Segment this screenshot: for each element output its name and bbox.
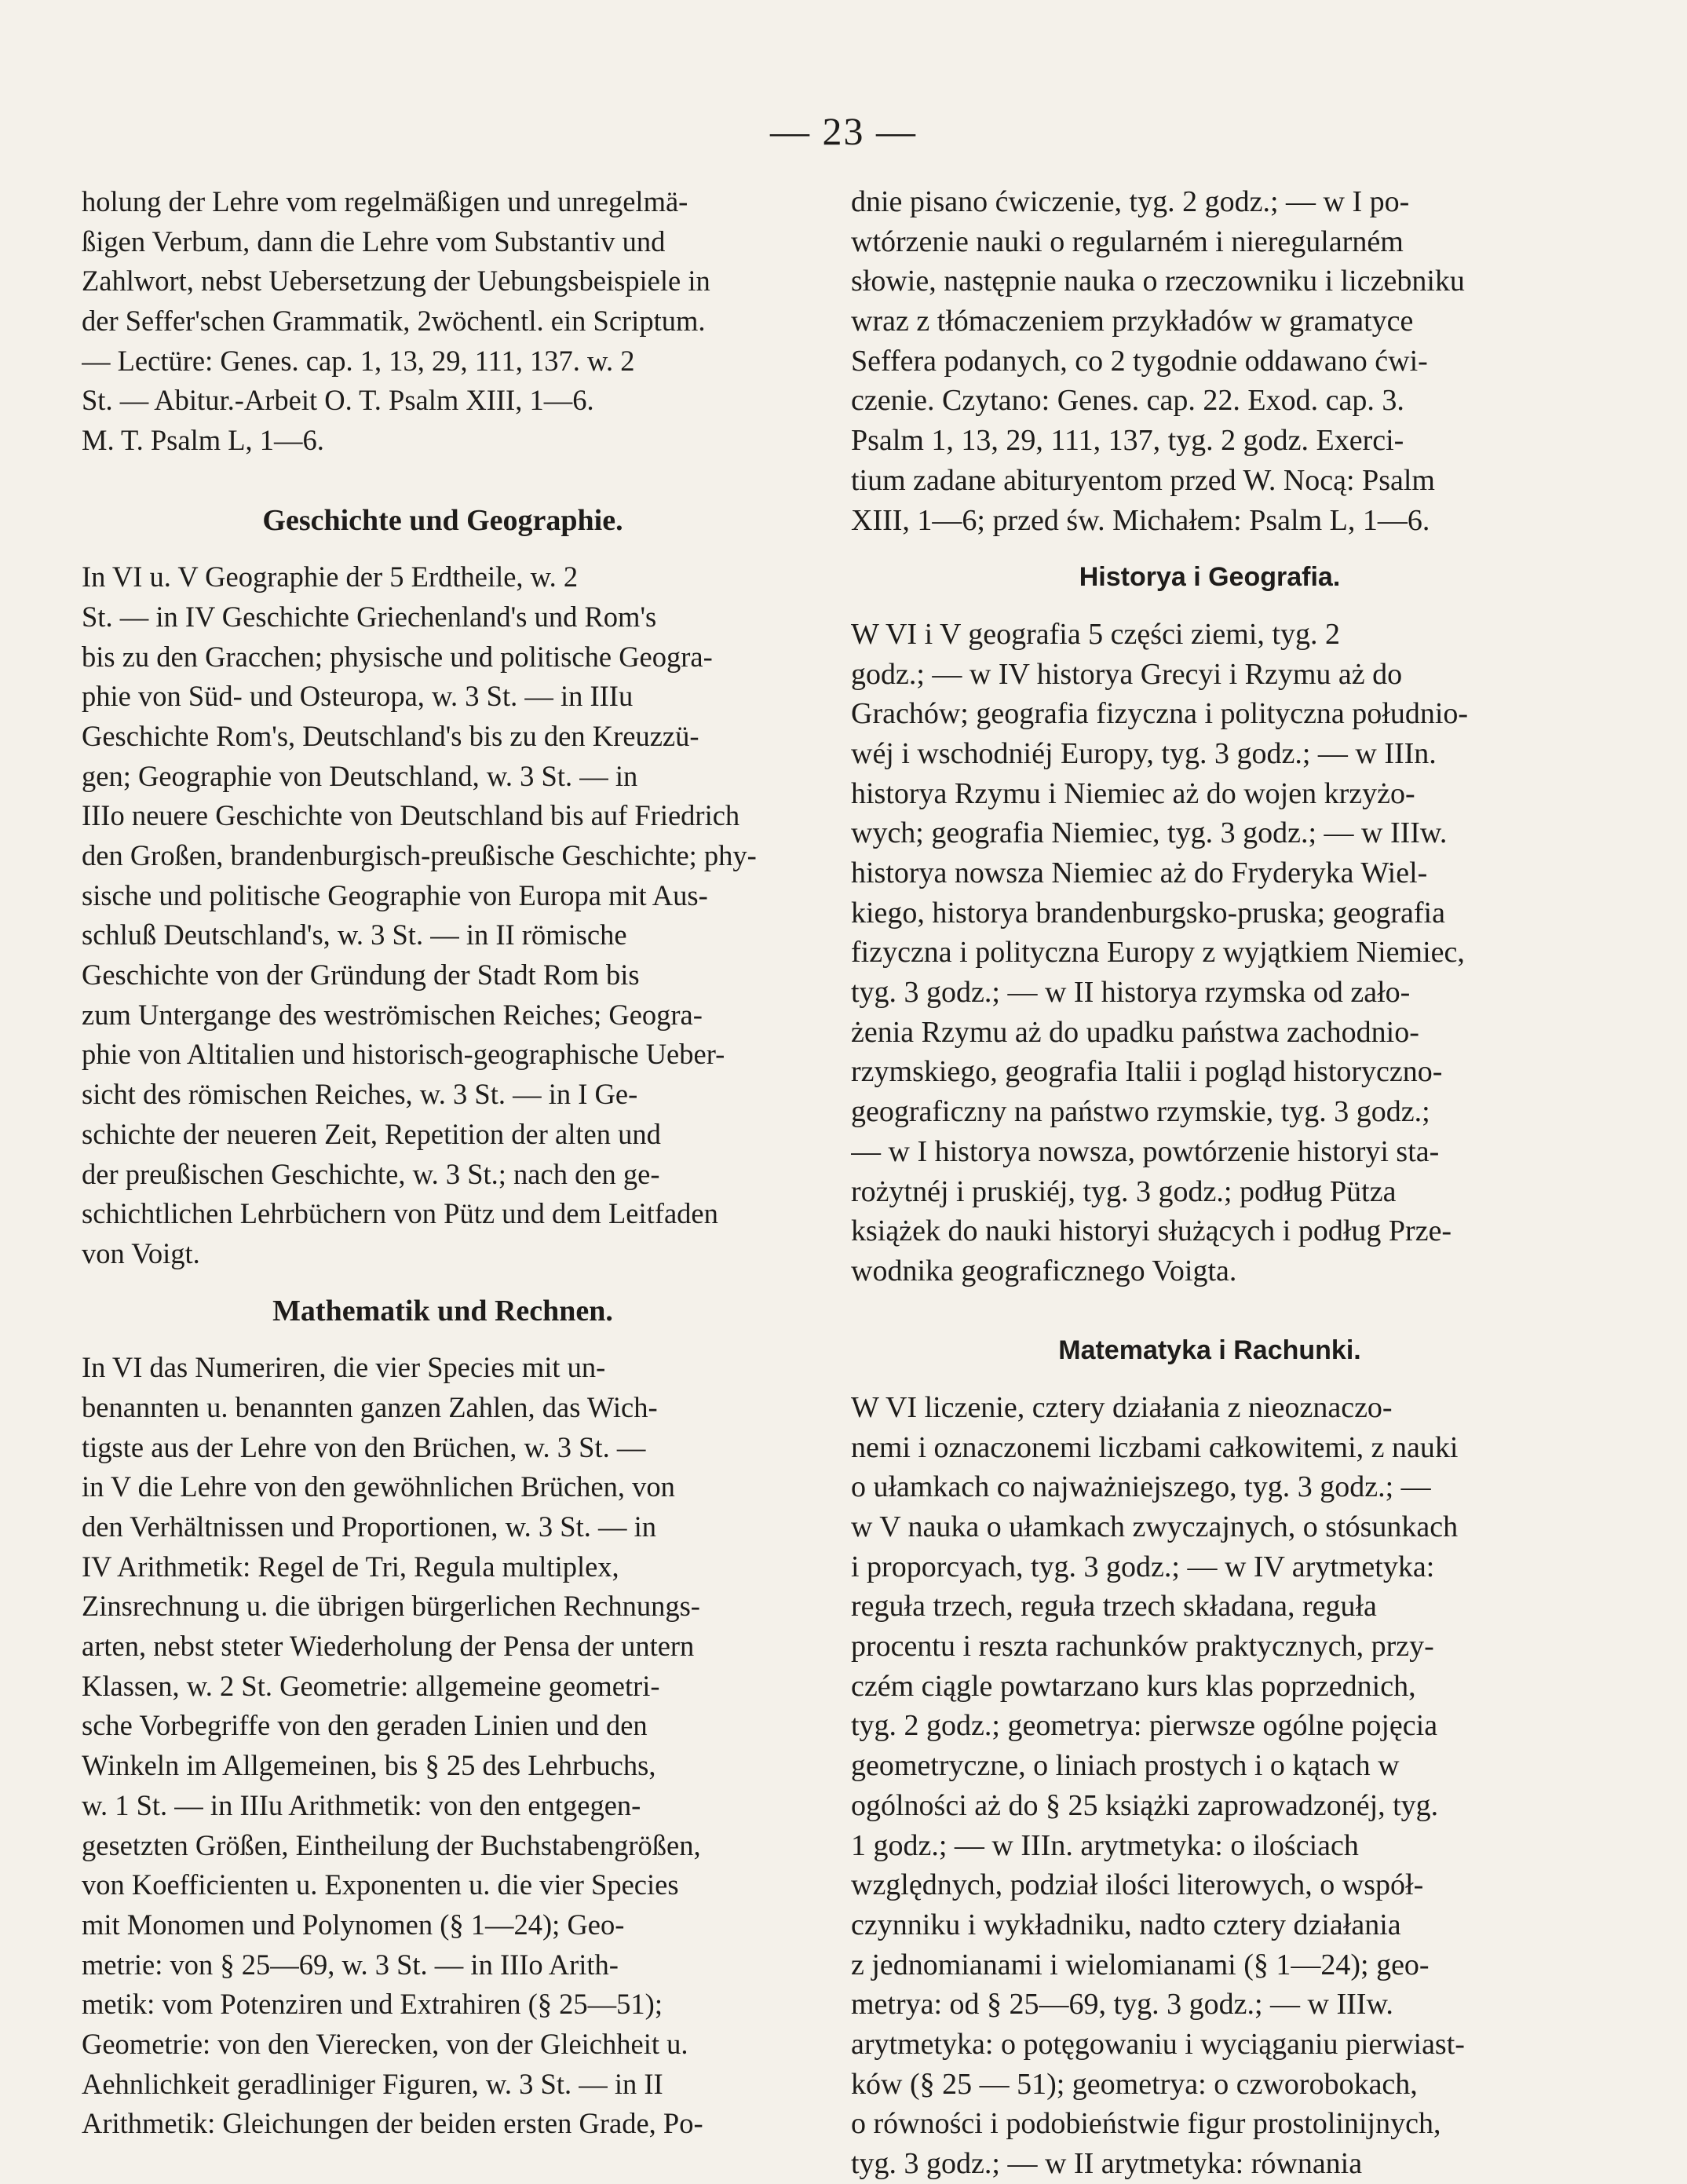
text-line: tyg. 3 godz.; — w II historya rzymska od zało- [851,976,1411,1010]
text-line: żenia Rzymu aż do upadku państwa zachodnio- [851,1015,1419,1049]
text-line: W VI i V geografia 5 części ziemi, tyg. 2 [851,617,1340,651]
text-line: der preußischen Geschichte, w. 3 St.; nach den ge- [82,1157,660,1190]
text-line: XIII, 1—6; przed św. Michałem: Psalm L, 1—6. [851,503,1430,537]
text-line: rożytnéj i pruskiéj, tyg. 3 godz.; podług Pütza [851,1174,1397,1208]
text-line: kiego, historya brandenburgsko-pruska; geografia [851,896,1445,929]
text-line: ogólności aż do § 25 książki zaprowadzonéj, tyg. [851,1788,1439,1822]
german-religion-paragraph [82,182,804,461]
text-line: — Lectüre: Genes. cap. 1, 13, 29, 111, 137. w. 2 [82,344,635,377]
text-line: nemi i oznaczonemi liczbami całkowitemi, z nauki [851,1430,1459,1464]
text-line: zum Untergange des weströmischen Reiches; Geogra- [82,998,703,1031]
polish-history-heading: Historya i Geografia. [1079,562,1341,593]
text-line: słowie, następnie nauka o rzeczowniku i liczebniku [851,265,1465,298]
text-line: o ułamkach co najważniejszego, tyg. 3 godz.; — [851,1470,1431,1504]
polish-math-heading: Matematyka i Rachunki. [1058,1335,1361,1366]
text-line: phie von Süd- und Osteuropa, w. 3 St. — in IIIu [82,680,634,713]
text-line: Zahlwort, nebst Uebersetzung der Uebungsbeispiele in [82,265,710,298]
german-history-paragraph [82,557,804,1273]
text-line: reguła trzech, reguła trzech składana, reguła [851,1590,1377,1623]
text-line: In VI das Numeriren, die vier Species mit un- [82,1351,606,1384]
text-line: z jednomianami i wielomianami (§ 1—24); geo- [851,1948,1430,1981]
text-line: von Voigt. [82,1236,200,1269]
text-line: rzymskiego, geografia Italii i pogląd historyczno- [851,1055,1443,1089]
text-line: czém ciągle powtarzano kurs klas poprzednich, [851,1669,1416,1703]
polish-religion-paragraph [851,182,1568,540]
text-line: godz.; — w IV historya Grecyi i Rzymu aż do [851,657,1403,691]
text-line: wéj i wschodniéj Europy, tyg. 3 godz.; — w IIIn. [851,736,1437,770]
text-line: wraz z tłómaczeniem przykładów w gramatyce [851,305,1414,338]
text-line: wodnika geograficznego Voigta. [851,1254,1237,1287]
text-line: arten, nebst steter Wiederholung der Pensa der untern [82,1630,695,1663]
text-line: sche Vorbegriffe von den geraden Linien und den [82,1709,648,1742]
text-line: procentu i reszta rachunków praktycznych, przy- [851,1630,1434,1664]
text-line: in V die Lehre von den gewöhnlichen Brüchen, von [82,1470,675,1503]
german-history-heading: Geschichte und Geographie. [262,503,623,537]
text-line: Grachów; geografia fizyczna i polityczna południo- [851,697,1469,731]
text-line: den Großen, brandenburgisch-preußische Geschichte; phy- [82,839,757,871]
text-line: Geschichte Rom's, Deutschland's bis zu den Kreuzzü- [82,719,699,752]
text-line: w. 1 St. — in IIIu Arithmetik: von den entgegen- [82,1788,641,1821]
text-line: Geometrie: von den Vierecken, von der Gleichheit u. [82,2027,688,2060]
text-line: schluß Deutschland's, w. 3 St. — in II römische [82,919,627,951]
text-line: Aehnlichkeit geradliniger Figuren, w. 3 St. — in II [82,2067,663,2100]
text-line: czenie. Czytano: Genes. cap. 22. Exod. cap. 3. [851,384,1404,418]
text-line: Klassen, w. 2 St. Geometrie: allgemeine geometri- [82,1669,660,1702]
text-line: o równości i podobieństwie figur prostolinijnych, [851,2107,1441,2141]
text-line: dnie pisano ćwiczenie, tyg. 2 godz.; — w I po- [851,185,1410,218]
german-math-heading: Mathematik und Rechnen. [272,1294,613,1328]
text-line: Zinsrechnung u. die übrigen bürgerlichen Rechnungs- [82,1590,700,1623]
text-line: In VI u. V Geographie der 5 Erdtheile, w. 2 [82,561,579,593]
text-line: gen; Geographie von Deutschland, w. 3 St. — in [82,759,638,792]
text-line: metik: vom Potenziren und Extrahiren (§ 25—51); [82,1988,663,2021]
text-line: tyg. 2 godz.; geometrya: pierwsze ogólne pojęcia [851,1709,1438,1743]
text-line: sische und politische Geographie von Europa mit Aus- [82,878,708,911]
text-line: holung der Lehre vom regelmäßigen und unregelmä- [82,185,688,217]
german-column [82,182,804,2144]
text-line: metrie: von § 25—69, w. 3 St. — in IIIo Arith- [82,1948,619,1981]
text-line: geograficzny na państwo rzymskie, tyg. 3 godz.; [851,1095,1430,1129]
page-number: — 23 — [770,109,917,153]
text-line: tium zadane abituryentom przed W. Nocą: Psalm [851,463,1435,497]
text-line: von Koefficienten u. Exponenten u. die vier Species [82,1868,679,1901]
text-line: Winkeln im Allgemeinen, bis § 25 des Lehrbuchs, [82,1749,656,1782]
text-line: historya nowsza Niemiec aż do Fryderyka Wiel- [851,856,1428,889]
text-line: — w I historya nowsza, powtórzenie historyi sta- [851,1134,1440,1168]
text-line: St. — in IV Geschichte Griechenland's und Rom's [82,600,657,633]
text-line: Psalm 1, 13, 29, 111, 137, tyg. 2 godz. Exerci- [851,424,1404,458]
text-line: czynniku i wykładniku, nadto cztery działania [851,1908,1401,1941]
text-line: mit Monomen und Polynomen (§ 1—24); Geo- [82,1908,625,1941]
text-line: tigste aus der Lehre von den Brüchen, w. 3 St. — [82,1430,646,1463]
text-line: bis zu den Gracchen; physische und politische Geogra- [82,640,713,673]
text-line: ków (§ 25 — 51); geometrya: o czworobokach, [851,2067,1418,2101]
text-line: gesetzten Größen, Eintheilung der Buchstabengrößen, [82,1828,701,1861]
german-math-paragraph [82,1348,804,2144]
text-line: tyg. 3 godz.; — w II arytmetyka: równania [851,2147,1363,2180]
text-line: i proporcyach, tyg. 3 godz.; — w IV arytmetyka: [851,1550,1435,1583]
text-line: M. T. Psalm L, 1—6. [82,424,324,457]
text-line: względnych, podział ilości literowych, o współ- [851,1868,1424,1902]
text-line: Geschichte von der Gründung der Stadt Rom bis [82,959,640,992]
text-line: Arithmetik: Gleichungen der beiden ersten Grade, Po- [82,2107,703,2140]
text-line: sicht des römischen Reiches, w. 3 St. — in I Ge- [82,1078,638,1111]
text-line: W VI liczenie, cztery działania z nieoznaczo- [851,1390,1393,1424]
polish-column [851,182,1568,2184]
text-line: Seffera podanych, co 2 tygodnie oddawano ćwi- [851,344,1428,378]
text-line: metrya: od § 25—69, tyg. 3 godz.; — w IIIw. [851,1988,1393,2021]
polish-history-paragraph [851,615,1568,1291]
text-line: der Seffer'schen Grammatik, 2wöchentl. ein Scriptum. [82,305,706,338]
text-line: wtórzenie nauki o regularném i nieregularném [851,225,1404,258]
text-line: historya Rzymu i Niemiec aż do wojen krzyżo- [851,776,1415,810]
text-line: geometryczne, o liniach prostych i o kątach w [851,1749,1400,1783]
text-line: wych; geografia Niemiec, tyg. 3 godz.; — w IIIw. [851,816,1448,850]
text-line: arytmetyka: o potęgowaniu i wyciąganiu pierwiast- [851,2027,1465,2061]
text-line: phie von Altitalien und historisch-geographische Ueber- [82,1038,725,1071]
text-line: den Verhältnissen und Proportionen, w. 3 St. — in [82,1510,656,1543]
text-line: benannten u. benannten ganzen Zahlen, das Wich- [82,1390,658,1423]
text-line: IIIo neuere Geschichte von Deutschland bis auf Friedrich [82,799,740,832]
text-line: St. — Abitur.-Arbeit O. T. Psalm XIII, 1—6. [82,384,594,417]
text-line: 1 godz.; — w IIIn. arytmetyka: o ilościach [851,1828,1359,1862]
text-line: fizyczna i polityczna Europy z wyjątkiem Niemiec, [851,936,1465,970]
text-line: książek do nauki historyi służących i podług Prze- [851,1214,1452,1248]
text-line: ßigen Verbum, dann die Lehre vom Substantiv und [82,225,666,257]
text-line: schichte der neueren Zeit, Repetition der alten und [82,1117,661,1150]
text-line: IV Arithmetik: Regel de Tri, Regula multiplex, [82,1550,619,1583]
text-line: w V nauka o ułamkach zwyczajnych, o stósunkach [851,1510,1459,1543]
polish-math-paragraph [851,1388,1568,2184]
text-line: schichtlichen Lehrbüchern von Pütz und dem Leitfaden [82,1197,718,1230]
